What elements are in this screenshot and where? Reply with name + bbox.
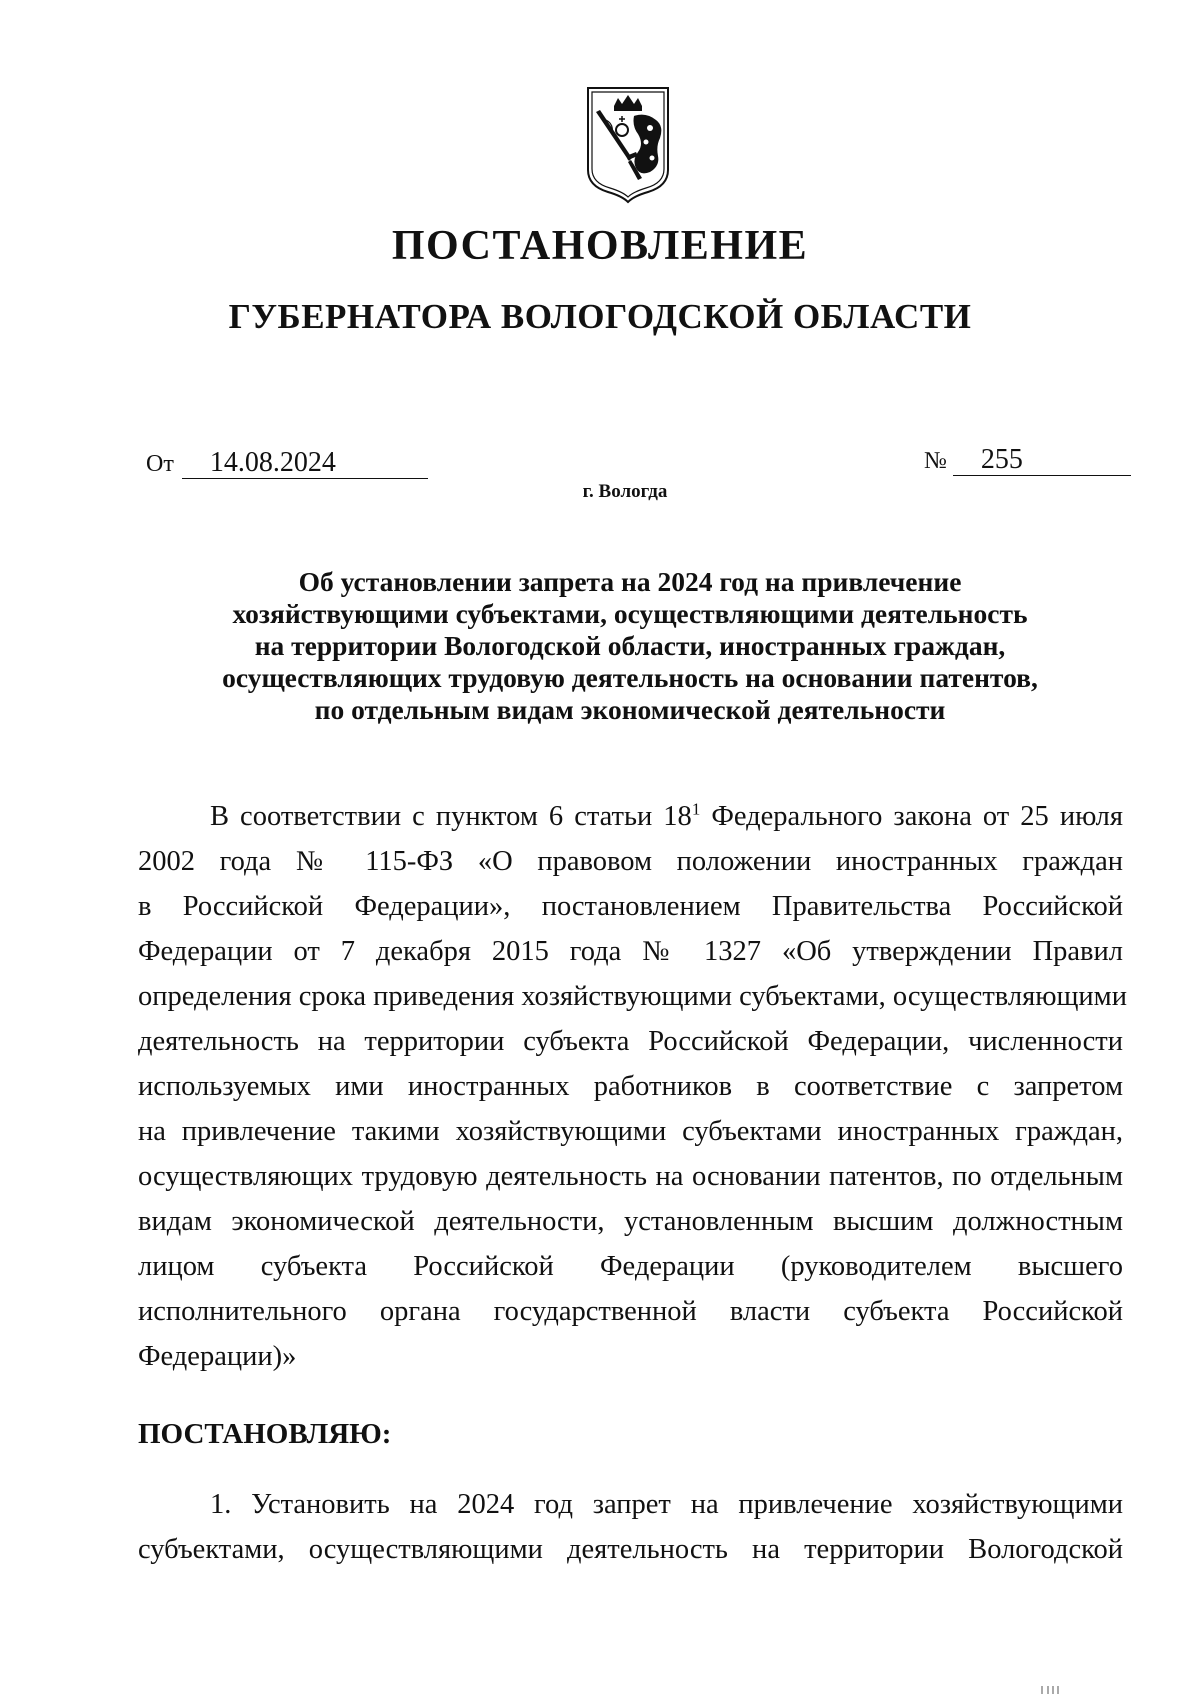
preamble-line: В соответствии с пунктом 6 статьи $18^1$ Федерального закона от 25 июля (210, 799, 1124, 832)
preamble-line: в Российской Федерации», постановлением Правительства Российской (138, 891, 1123, 922)
number-prefix: № (924, 448, 947, 474)
preamble-line: Федерации)» (138, 1341, 297, 1372)
document-date: 14.08.2024 (182, 448, 428, 479)
preamble-line: Федерации от 7 декабря 2015 года № 1327 «Об утверждении Правил (138, 936, 1123, 967)
subject-line: Об установлении запрета на 2024 год на привлечение (298, 566, 962, 597)
date-row (146, 447, 428, 479)
preamble-line: используемых ими иностранных работников в соответствие с запретом (138, 1071, 1123, 1102)
subject-line: на территории Вологодской области, иностранных граждан, (254, 630, 1006, 661)
article-superscript: 1 (691, 799, 701, 819)
subject-line: осуществляющих трудовую деятельность на основании патентов, (222, 662, 1038, 693)
item-line: 1. Установить на 2024 год запрет на привлечение хозяйствующими (210, 1489, 1123, 1520)
preamble-line: исполнительного органа государственной власти субъекта Российской (138, 1296, 1123, 1327)
preamble-line: лицом субъекта Российской Федерации (руководителем высшего (138, 1251, 1123, 1282)
preamble-line: деятельность на территории субъекта Российской Федерации, численности (138, 1026, 1123, 1057)
preamble-paragraph (138, 794, 1127, 1379)
city-label: г. Вологда (582, 481, 668, 502)
document-title: ПОСТАНОВЛЕНИЕ (391, 223, 809, 269)
preamble-line: осуществляющих трудовую деятельность на основании патентов, по отдельным (138, 1161, 1123, 1192)
document-subject (100, 566, 1160, 726)
subject-line: хозяйствующими субъектами, осуществляющими деятельность (232, 598, 1028, 629)
scan-mark-icon (1040, 1686, 1080, 1694)
preamble-line: определения срока приведения хозяйствующими субъектами, осуществляющими (138, 981, 1127, 1012)
number-row (924, 444, 1131, 476)
vologda-coat-of-arms-icon (586, 86, 670, 204)
preamble-line: видам экономической деятельности, установленным высшим должностным (138, 1206, 1123, 1237)
decree-heading: ПОСТАНОВЛЯЮ: (138, 1418, 392, 1450)
document-number: 255 (953, 445, 1131, 476)
subject-line: по отдельным видам экономической деятельности (314, 694, 946, 725)
item-1-paragraph (138, 1482, 1123, 1572)
preamble-line: 2002 года № 115-ФЗ «О правовом положении иностранных граждан (138, 846, 1123, 877)
preamble-line: на привлечение такими хозяйствующими субъектами иностранных граждан, (138, 1116, 1123, 1147)
document-subtitle: ГУБЕРНАТОРА ВОЛОГОДСКОЙ ОБЛАСТИ (228, 297, 972, 336)
item-line: субъектами, осуществляющими деятельность на территории Вологодской (138, 1534, 1123, 1565)
date-prefix: От (146, 451, 174, 477)
